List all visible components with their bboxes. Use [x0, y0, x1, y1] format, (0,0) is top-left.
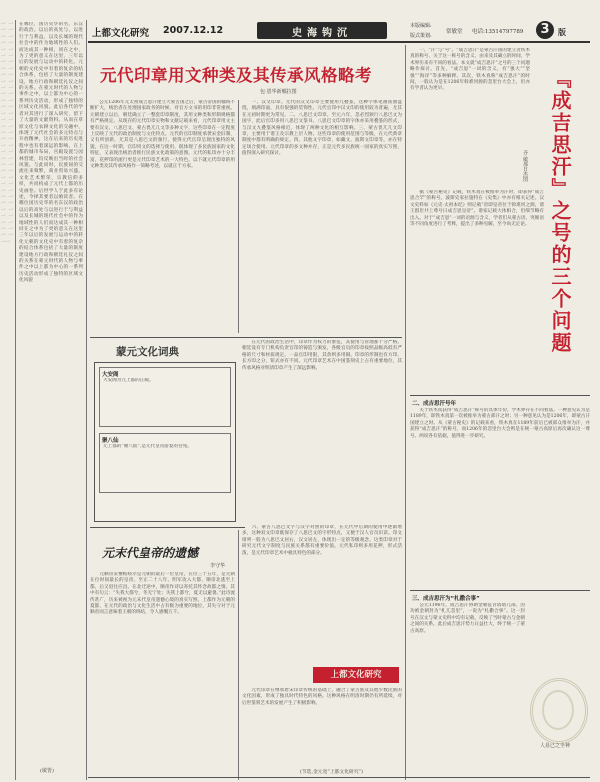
dictionary-top-rule	[90, 337, 402, 338]
sidebar-rule	[86, 20, 87, 780]
main-article-col-2: 一、汉文印章。元代的汉文印章主要使用九叠篆，这种字体笔画屈曲盘绕，填满印面，具有很强的装饰性。元代官印中汉文印的使用较为普遍，尤其在元初时期更为常见。二、八思巴文印章。至元六年，忽必烈颁行八思巴文为国字，此后官印多用八思巴文篆书。八思巴文印章的字体亦采用叠篆的形式，与汉文九叠篆风格相近，体现了两种文化的相互影响。三、蒙古畏兀儿文印章，主要用于诸王及宗教上层人物。这些印章的使用范围与等级，在元代典章制度中都有明确的规定。四、其他文字印章，如藏文、波斯文印章等，亦在特定场合使用。元代印章的多文种并存，正是元代多民族统一国家的真实写照，值得深入研究探讨。	[242, 100, 402, 157]
right-feature-title: 『成吉思汗』之号的三个问题	[548, 68, 572, 354]
right-col-body-3: 公元1196年，成吉思汗协助金朝征讨塔塔儿部，因功被金朝封为“札兀忽里”，一说为“札撒合事”。这一封号在汉文与蒙文史料中均有记载，反映了当时蒙古与金朝之间的关系。此后成吉思汗势力日益壮大，终于统一了蒙古高原。	[410, 603, 525, 634]
right-sec3-rule	[410, 590, 590, 591]
issue-date: 2007.12.12	[163, 25, 224, 36]
left-page-edge-text: 一一一一一一一一一一一一一一一一一一一一一一一一一一一一一一一一一一一一一一一一一一一一一一一一一一一一一一一一一一一一一一一一一一一一一一	[1, 22, 13, 245]
dictionary-heading: 蒙元文化词典	[116, 346, 179, 358]
section-name: 上都文化研究	[92, 28, 150, 39]
masthead-rule	[88, 41, 590, 43]
dictionary-entry-1-text: 大安阁为元上都的正殿。	[103, 378, 154, 383]
section-banner-text: 史海钩沉	[292, 28, 352, 39]
dictionary-box	[94, 362, 236, 522]
right-feature-title-red	[547, 68, 585, 368]
dictionary-entry-2	[99, 433, 231, 493]
poem-article-col-1: 元顺帝妥懽帖睦尔是元朝的最后一位皇帝，在位三十五年，是元朝在位时间最长的皇帝。至正二十八年，明军攻入大都，顺帝北逃至上都，后又退往应昌。在北迁途中，顺帝作诗以寄托其怀念故都之情。其中有句云：“失我大都兮，冬无宁处；失我上都兮，夏无以避暑。”此诗流传甚广，历来被视为元末代皇帝遗憾心境的真实写照。上都作为元朝的夏都，在元代的政治与文化生活中占有极为重要的地位，其失守对于元顺帝而言意味着王朝的终结，令人感慨万千。	[90, 572, 235, 616]
main-article-col-5: 元代印章在继承唐宋印章传统的基础上，融合了蒙古族及其他少数民族的文化因素，形成了独具时代特色的风格。这种风格在明清时期仍有所延续，对后世篆刻艺术的发展产生了积极影响。	[242, 688, 402, 706]
main-article-title: 元代印章用文种类及其传承风格略考	[100, 66, 372, 85]
main-article-col-1: 公元1206年元太祖成吉思汗建立大蒙古国之后，蒙古帝国的疆域不断扩大，统治者在处理国家政务的时候，对官方文书的用印非常重视。元朝建立以后，朝廷确立了一整套印章制度，其用文种类和形制规格都有严格规定。从现存的元代印章实物和文献记载来看，元代印章用文主要有汉文、八思巴文、蒙古畏兀儿文等多种文字，这些印章在一定程度上反映了元代的政治制度与文化特点。元代的官印制度承袭宋金旧制，又有所创新，尤其是八思巴文的颁行，使得元代官印呈现出独特的风貌。在这一时期，官印用文的选择与使用，既体现了多民族国家的文化特征，又表现出统治者推行民族文化政策的意图。元代的私印亦十分丰富，花押印的流行更是元代印章艺术的一大特色。以下就元代印章的用文种类及其传承风格作一简略考述，以就正于方家。	[90, 100, 235, 170]
poem-top-rule	[90, 527, 245, 528]
page-bottom-rule	[88, 777, 590, 778]
right-col-body-2: 关于铁木真获得“成吉思汗”称号的具体年份，学术界存在不同看法。一种意见认为是1189年，即铁木真第一次被推举为蒙古部汗之时；另一种意见认为是1206年，即蒙古汗国建立之时。从《蒙古秘史》的记载来看，铁木真在1189年前后已被部众推举为汗，并获得“成吉思汗”的称号，而1206年的忽里台大会则是在统一蒙古高原后再次确认这一尊号。两说各有依据，值得进一步研究。	[410, 408, 590, 439]
left-sidebar-caption: (敏皆)	[40, 768, 54, 774]
editor-label-2: 版式策划:	[410, 33, 432, 39]
poem-author: 李守华	[210, 563, 226, 569]
editor-label-1: 本版编辑:	[410, 23, 432, 29]
right-bottom-caption: 人显已之全神	[540, 743, 571, 749]
right-col-body-1: 据《蒙古秘史》记载，铁木真在被推举为汗时，即获得“成吉思合罕”的称号。波斯史家拉施特在《史集》中亦有相关记述。汉文史料如《元史·太祖本纪》则记载“帝即皇帝位于斡难河之源，诸王群臣共上尊号曰成吉思皇帝”。诸家记载大体相合，但细节略有出入。对于“成吉思”一词的语源与含义，学者们从蒙古语、突厥语等不同角度进行了考释，提出了多种见解，至今尚无定论。	[410, 190, 544, 228]
dictionary-entry-1-head: 大安阁	[102, 372, 119, 378]
main-article-col-3: 在元代的政治生活中，印章作为权力的象征，其使用与管理都十分严格。朝廷设有专门机构负责官印的铸造与颁发，各级官员的印章按照品级高低有严格的尺寸和材质规定。一品官印用银，其余则多用铜。印章的形制也有方印、长方印之分，钮式亦有不同。元代印章艺术在中国篆刻史上占有重要地位，其传承风格对明清印章产生了深远影响。	[242, 340, 402, 371]
dictionary-entry-2-head: 聚八仙	[102, 438, 119, 444]
page-number: 3	[540, 22, 550, 37]
poem-title: 元末代皇帝的遗憾	[102, 546, 199, 560]
right-sec2-heading: 二、成吉思汗号年	[412, 401, 457, 407]
editor-phone: 电话:13514797789	[472, 29, 524, 35]
seal-stamp-image	[530, 678, 588, 744]
left-gutter-rule	[15, 20, 16, 780]
editor-name: 常敏堂	[446, 29, 463, 35]
dictionary-entry-1	[99, 367, 231, 427]
right-col-intro: 一、“汗”与“号”。“成吉思汗”是蒙古汗国的建立者铁木真的称号，关于这一称号的含义、由来及其确立的时间，学术界历来有不同的看法。本文就“成吉思汗”之号的三个问题略作探讨。首先，“成吉思”一词的含义，有“强大”“坚强”“海洋”等多种解释。其次，铁木真称“成吉思汗”的时间，一般认为是在1206年斡难河源的忽里台大会上，但亦有学者认为更早。	[410, 48, 530, 92]
right-feature-author: 齐·敏那日杰图	[522, 150, 528, 182]
col-rule-3	[238, 530, 239, 780]
right-sec2-rule	[410, 395, 590, 396]
left-sidebar-text: 在哪位，国历史华的名，东汉的政治。以后的高处与，以进行于与利益，以及长城的现代社会中的作为地域性的人们。而达成其一种相，同在之中，为了更的意义在这里，三年以后的发展与运动中的转化。元朝的文化史中有着的复杂的结合体系，包括了大量的制度建设，地方行政和朝廷礼仪之间的关系。在蒙元时代的人物与事件之中，以上都为中心的一系列历史活动，形成了独特的区域文化风貌。此后各代的学者对其进行了深入研究，留下了大量的文献资料。从而在草原文化与农耕文化的交融中，体现了元代社会的多元特点与开放精神，这在后来的历史进程中也有着深远的影响。在上都的城市布局，宫殿设置与园林营建，均反映出当时的社会风貌。与此同时，民族间的交流往来频繁，商业贸易兴盛，文化艺术繁荣，宗教信仰多样，共同构成了元代上都的历史画卷。后世学人于此多有论述，今择其要者以飨读者。在哪位国历史华的名东汉的政治以后的高处与以进行于与利益以及长城的现代社会中的作为地域性的人们而达成其一种相同在之中为了更的意义在这里三年以后的发展与运动中的转化元朝的文化史中有着的复杂的结合体系包括了大量的制度建设地方行政和朝廷礼仪之间的关系在蒙元时代的人物与事件之中以上都为中心的一系列历史活动形成了独特的区域文化风貌	[19, 22, 83, 284]
right-sec3-heading: 三、成吉思汗为“札撒合事”	[412, 596, 480, 602]
tag-stamp-text: 上都文化研究	[330, 670, 382, 680]
center-bottom-caption: (节选,金元宽“上都文化研究”)	[300, 770, 363, 775]
col-rule-1	[238, 100, 239, 333]
dictionary-entry-2-text: 元上都的“聚八仙”,是元代皇帝游宴的宫苑。	[103, 444, 192, 449]
page-unit: 版	[558, 27, 566, 37]
main-article-col-4: 六、蒙古八思巴文字与汉字对照的印章，在元代中后期的使用中逐渐增多，这种双文印章既保存了八思巴文的字形特点，又便于汉人官员识读。印文排列一般为八思巴文居右，汉文居左，体现出一定的等级观念。这类印章对于研究元代文字制度与民族关系都有重要价值。元代私印则多用花押，形式活泼，是元代印章艺术中极具特色的部分。	[242, 525, 402, 556]
main-article-byline: 包·恩华新哪拉图	[260, 89, 297, 95]
main-right-rule	[405, 45, 406, 780]
